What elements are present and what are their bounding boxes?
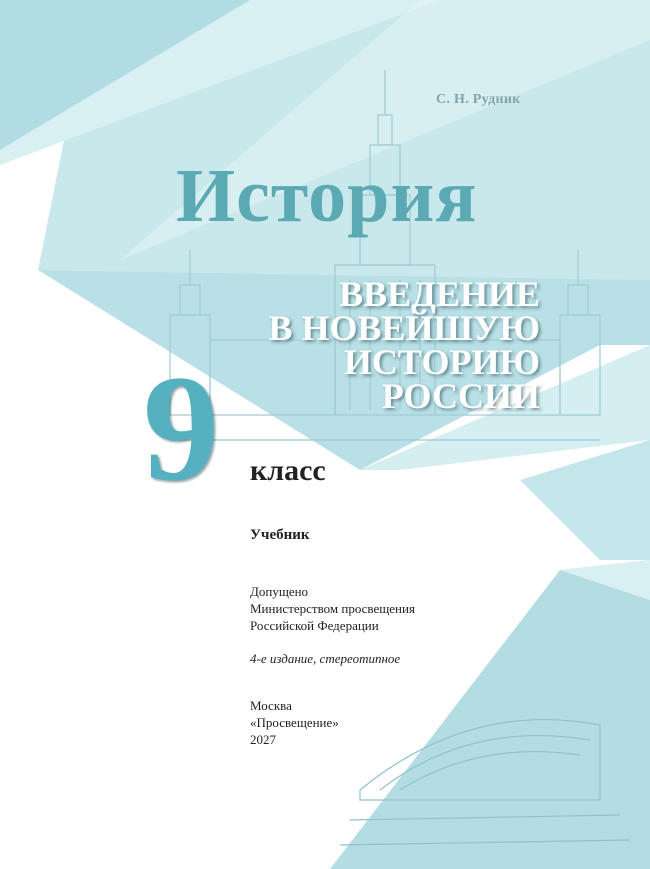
grade-word: класс: [250, 454, 326, 487]
grade-number: 9: [143, 344, 219, 512]
approval-line: Российской Федерации: [250, 618, 379, 633]
approval-line: Допущено: [250, 584, 309, 599]
imprint-city: Москва: [250, 698, 292, 713]
approval-line: Министерством просвещения: [250, 601, 415, 616]
right-band-2: [520, 440, 650, 560]
approval-notice: [250, 583, 415, 634]
author: С. Н. Рудник: [436, 92, 521, 107]
subtitle-line: РОССИИ: [381, 376, 540, 416]
edition-note: 4-е издание, стереотипное: [250, 651, 401, 666]
book-kind: Учебник: [250, 527, 310, 543]
subtitle-line: ВВЕДЕНИЕ: [339, 274, 540, 314]
subtitle-line: ИСТОРИЮ: [343, 342, 540, 382]
book-title: История: [176, 154, 478, 238]
imprint-publisher: «Просвещение»: [250, 715, 339, 730]
imprint-year: 2027: [250, 732, 276, 747]
imprint: [250, 697, 339, 748]
subtitle-line: В НОВЕЙШУЮ: [268, 308, 540, 348]
